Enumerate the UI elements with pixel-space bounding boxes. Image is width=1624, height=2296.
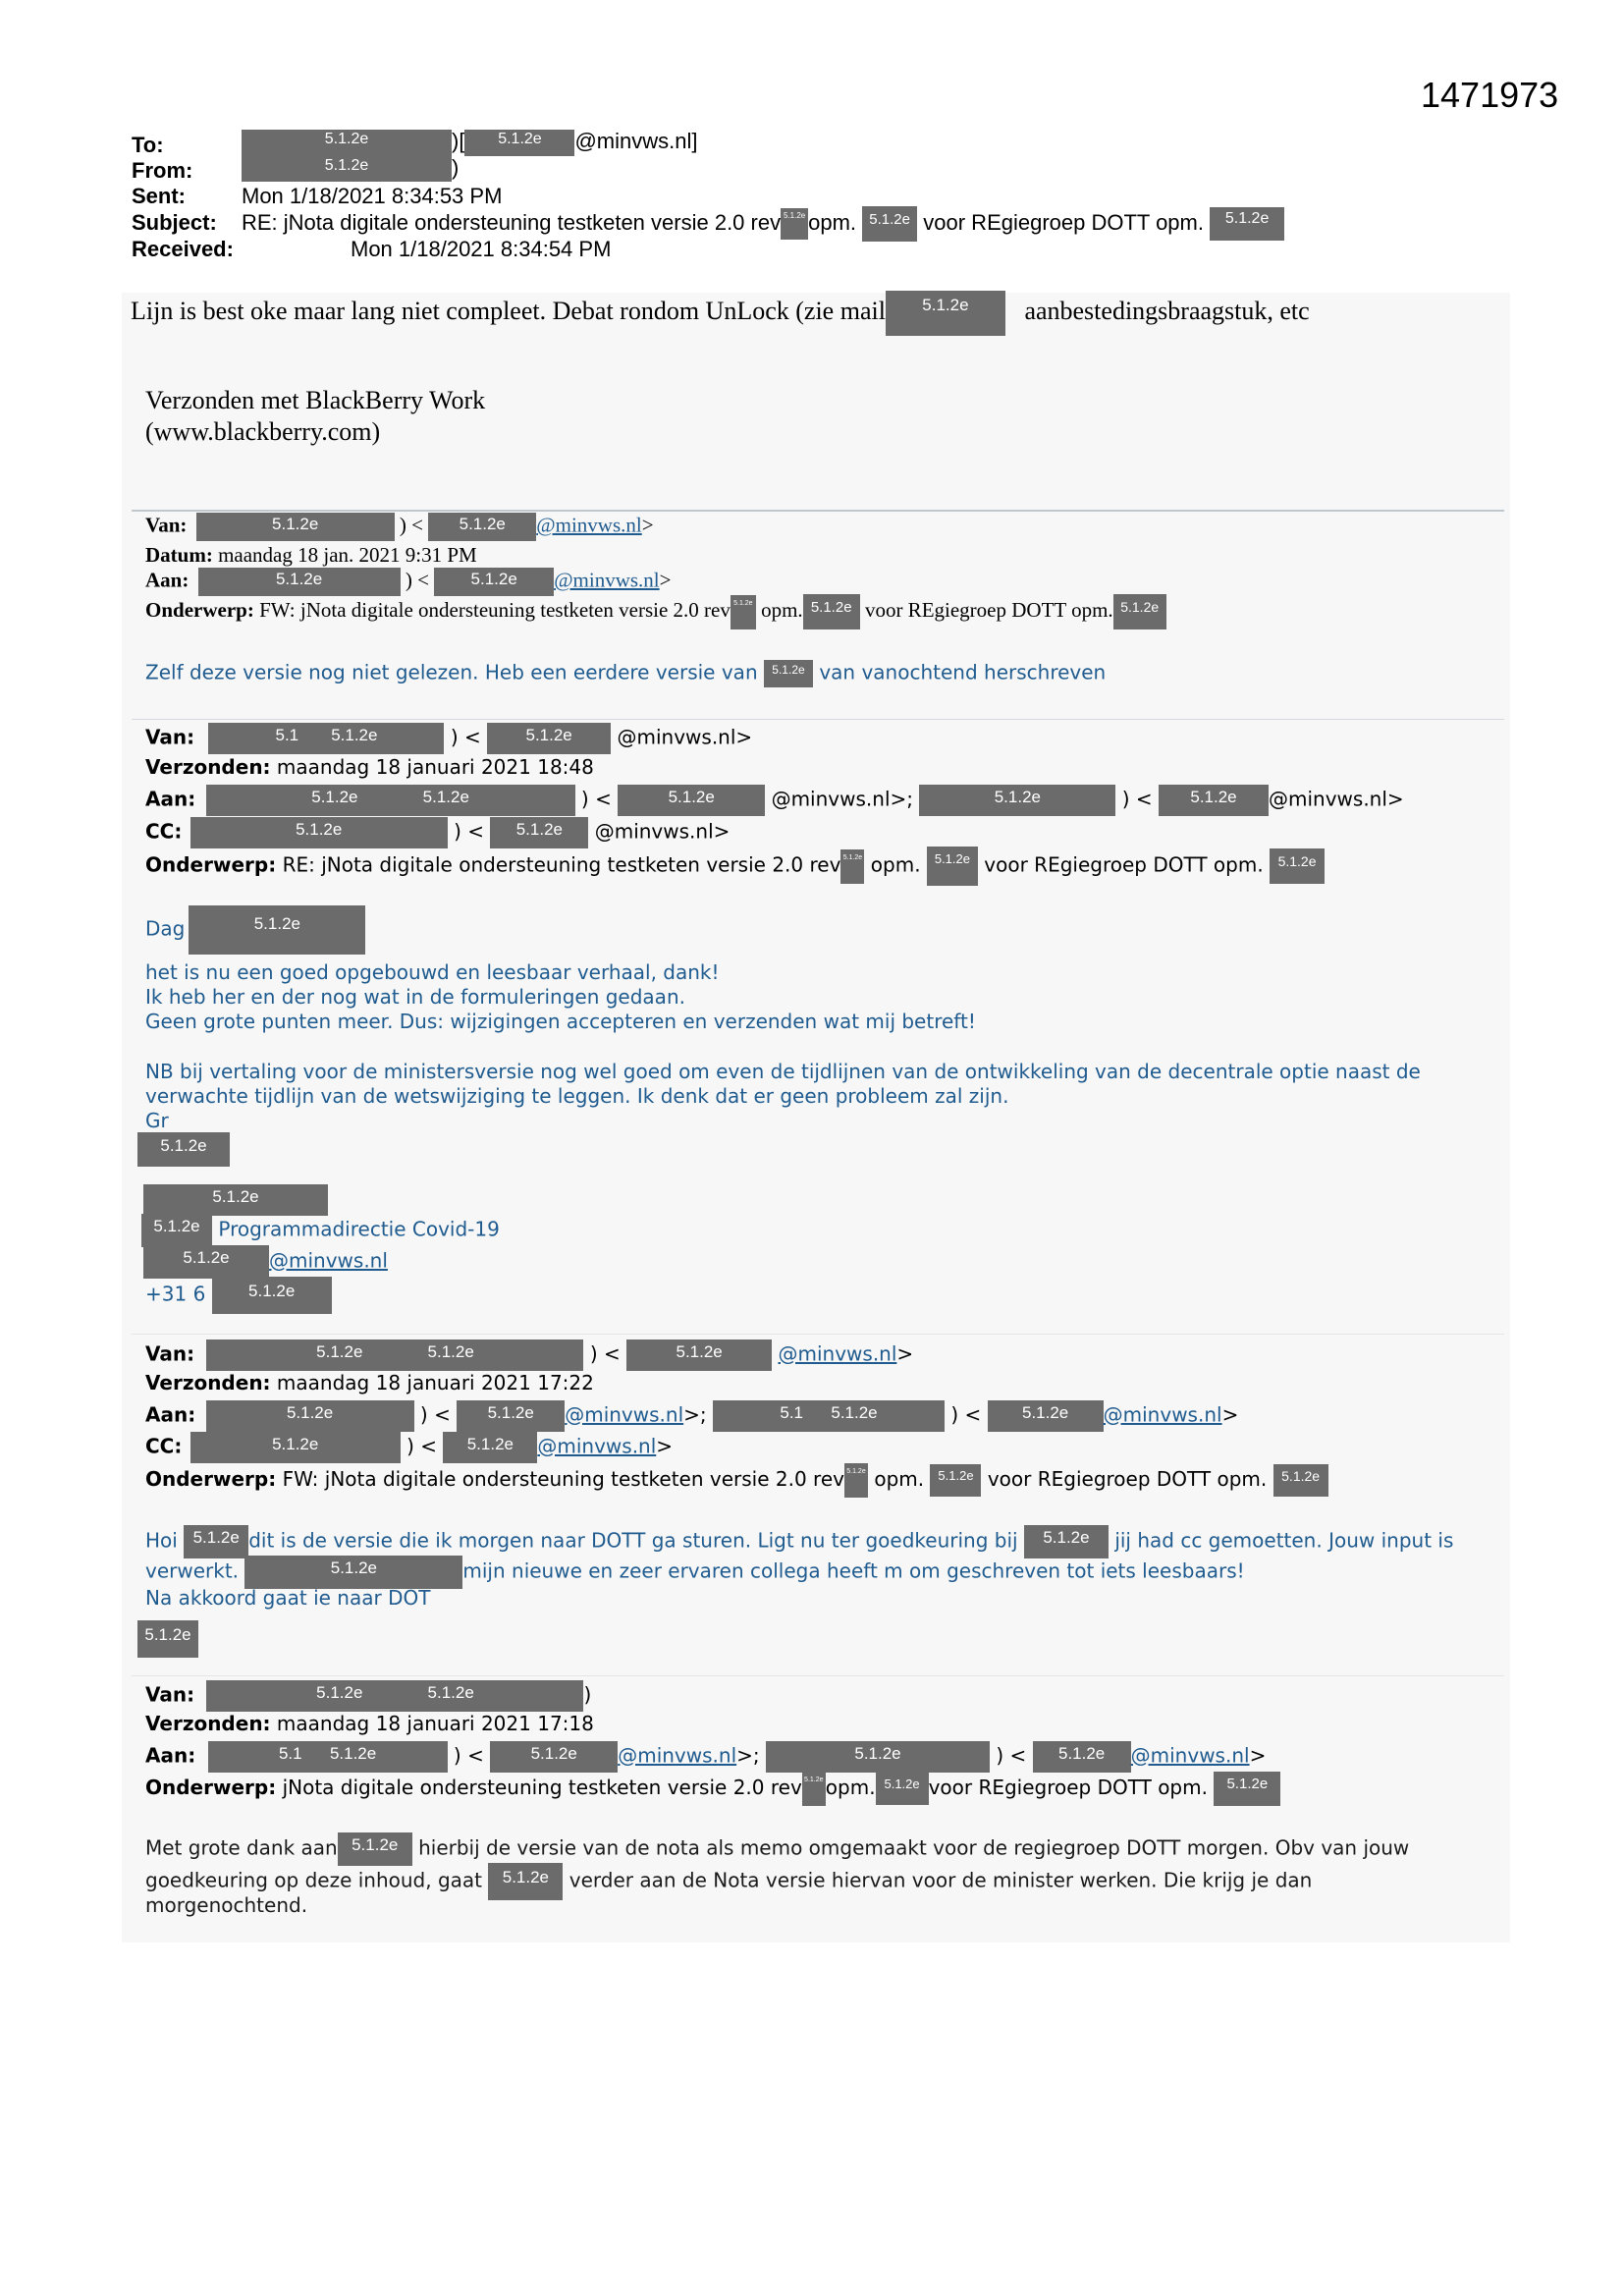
header-to-label: To: xyxy=(132,133,164,157)
msg1-aan: Aan: 5.1.2e ) < 5.1.2e @minvws.nl> xyxy=(145,568,671,596)
redaction: 5.1.2e xyxy=(1273,1464,1328,1497)
msg2-greeting: Dag 5.1.2e xyxy=(145,905,365,955)
redaction: 5.1.2e xyxy=(443,1432,537,1463)
redaction: 5.1.2e xyxy=(919,785,1115,816)
redaction: 5.1.2e xyxy=(184,1525,248,1558)
redaction: 5.1.2e 5.1.2e xyxy=(206,1680,583,1712)
redaction: 5.1.2e xyxy=(242,130,452,156)
msg2-paragraph-5: verwachte tijdlijn van de wetswijziging te leggen. Ik denk dat er geen probleem zal zijn. xyxy=(145,1084,1009,1108)
msg3-line-1: Hoi 5.1.2e dit is de versie die ik morgen naar DOTT ga sturen. Ligt nu ter goedkeuring bij 5.1.2e jij had cc gemoetten. Jouw input is xyxy=(145,1525,1453,1558)
redaction: 5.1.2e xyxy=(198,568,401,596)
redaction: 5.1.2e xyxy=(189,905,365,955)
msg2-paragraph-3: Geen grote punten meer. Dus: wijzigingen accepteren en verzenden wat mij betreft! xyxy=(145,1010,976,1033)
msg4-verzonden: Verzonden: maandag 18 januari 2021 17:18 xyxy=(145,1712,594,1735)
msg2-paragraph-2: Ik heb her en der nog wat in de formuleringen gedaan. xyxy=(145,985,685,1009)
msg3-sender-redaction xyxy=(137,1620,198,1658)
signature-line-2: (www.blackberry.com) xyxy=(145,417,381,446)
separator xyxy=(132,510,1504,512)
signature-line-1: Verzonden met BlackBerry Work xyxy=(145,386,486,414)
redaction: 5.1.2e xyxy=(428,513,536,541)
msg3-aan: Aan: 5.1.2e ) < 5.1.2e @minvws.nl>; 5.1 5.1.2e ) < 5.1.2e @minvws.nl> xyxy=(145,1400,1238,1432)
msg2-paragraph-1: het is nu een goed opgebouwd en leesbaar verhaal, dank! xyxy=(145,960,720,984)
msg2-verzonden: Verzonden: maandag 18 januari 2021 18:48 xyxy=(145,755,594,779)
redaction: 5.1.2e xyxy=(766,1741,990,1773)
msg2-cc: CC: 5.1.2e ) < 5.1.2e @minvws.nl> xyxy=(145,817,730,848)
msg2-sig-name-redaction xyxy=(143,1184,328,1216)
msg2-paragraph-4: NB bij vertaling voor de ministersversie nog wel goed om even de tijdlijnen van de ontwikkeling van de decentrale optie naast de xyxy=(145,1060,1421,1083)
header-subject-value: RE: jNota digitale ondersteuning testketen versie 2.0 rev 5.1.2e opm. 5.1.2e voor REgiegroep DOTT opm. 5.1.2e xyxy=(242,206,1284,242)
msg1-datum: Datum: maandag 18 jan. 2021 9:31 PM xyxy=(145,543,477,567)
msg3-van: Van: 5.1.2e 5.1.2e ) < 5.1.2e @minvws.nl> xyxy=(145,1339,913,1371)
redaction: 5.1.2e xyxy=(338,1832,412,1866)
redaction: 5.1.2e xyxy=(802,1772,826,1806)
msg4-aan: Aan: 5.1 5.1.2e ) < 5.1.2e @minvws.nl>; 5.1.2e ) < 5.1.2e @minvws.nl> xyxy=(145,1741,1266,1773)
redaction: 5.1.2e xyxy=(487,723,611,754)
document-number: 1471973 xyxy=(1421,75,1559,115)
redaction: 5.1.2e xyxy=(490,817,588,848)
email-link[interactable]: @minvws.nl xyxy=(618,1743,737,1768)
msg4-van: Van: 5.1.2e 5.1.2e ) xyxy=(145,1680,591,1712)
redaction: 5.1.2e xyxy=(143,1184,328,1216)
header-to-value: 5.1.2e )[ 5.1.2e @minvws.nl] xyxy=(242,128,697,156)
header-sent-value: Mon 1/18/2021 8:34:53 PM xyxy=(242,184,503,208)
redaction: 5.1.2e xyxy=(927,847,978,886)
msg4-onderwerp: Onderwerp: jNota digitale ondersteuning testketen versie 2.0 rev 5.1.2e opm. 5.1.2e voor REgiegroep DOTT opm. 5.1.2e xyxy=(145,1772,1280,1806)
msg4-line-2: goedkeuring op deze inhoud, gaat 5.1.2e verder aan de Nota versie hiervan voor de minister werken. Die krijg je dan xyxy=(145,1863,1312,1900)
redaction: 5.1.2e xyxy=(618,785,765,816)
msg4-line-1: Met grote dank aan 5.1.2e hierbij de versie van de nota als memo omgemaakt voor de regiegroep DOTT morgen. Obv van jouw xyxy=(145,1832,1409,1866)
redaction: 5.1.2e xyxy=(490,1741,618,1773)
header-subject-label: Subject: xyxy=(132,210,217,235)
redaction: 5.1.2e xyxy=(886,291,1005,336)
header-received-label: Received: xyxy=(132,237,234,261)
separator xyxy=(132,1675,1504,1676)
redaction: 5.1.2e xyxy=(781,208,808,240)
msg2-sig-email xyxy=(143,1245,388,1279)
body-line: Lijn is best oke maar lang niet compleet. Debat rondom UnLock (zie mail 5.1.2e aanbestedingsbraagstuk, etc xyxy=(131,291,1310,336)
redaction: 5.1.2e xyxy=(1033,1741,1131,1773)
email-link[interactable]: @minvws.nl xyxy=(537,1434,657,1458)
msg1-body: Zelf deze versie nog niet gelezen. Heb een eerdere versie van 5.1.2e van vanochtend herschreven xyxy=(145,660,1106,687)
redaction: 5.1.2e xyxy=(1210,207,1284,241)
redaction: 5.1.2e xyxy=(190,817,448,848)
msg2-aan: Aan: 5.1.2e 5.1.2e ) < 5.1.2e @minvws.nl>; 5.1.2e ) < 5.1.2e @minvws.nl> xyxy=(145,785,1404,816)
msg3-line-3: Na akkoord gaat ie naar DOT xyxy=(145,1586,431,1610)
header-from-label: From: xyxy=(132,158,193,183)
msg2-van: Van: 5.1 5.1.2e ) < 5.1.2e @minvws.nl> xyxy=(145,723,752,754)
redaction: 5.1.2e xyxy=(930,1464,981,1497)
redaction: 5.1.2e xyxy=(244,1556,462,1589)
email-link[interactable]: @minvws.nl xyxy=(269,1248,388,1273)
redaction: 5.1.2e 5.1.2e xyxy=(206,785,575,816)
redaction: 5.1.2e xyxy=(840,849,864,884)
header-from-value: 5.1.2e ) xyxy=(242,154,459,182)
redaction: 5.1 5.1.2e xyxy=(713,1400,945,1432)
email-link[interactable]: @minvws.nl xyxy=(554,568,660,592)
redaction: 5.1.2e xyxy=(862,206,917,242)
redaction: 5.1.2e xyxy=(434,568,554,596)
email-link[interactable]: @minvws.nl xyxy=(778,1341,897,1366)
redaction: 5.1.2e xyxy=(464,130,574,156)
redaction: 5.1.2e xyxy=(190,1432,401,1463)
msg1-onderwerp: Onderwerp: FW: jNota digitale ondersteuning testketen versie 2.0 rev 5.1.2e opm. 5.1.2e voor REgiegroep DOTT opm. 5.1.2e xyxy=(145,594,1166,629)
redaction: 5.1.2e xyxy=(844,1463,868,1498)
msg4-line-3: morgenochtend. xyxy=(145,1893,308,1917)
redaction: 5.1.2e xyxy=(803,594,860,629)
msg1-van: Van: 5.1.2e ) < 5.1.2e @minvws.nl> xyxy=(145,513,654,541)
email-link[interactable]: @minvws.nl xyxy=(1103,1402,1222,1427)
email-link[interactable]: @minvws.nl xyxy=(536,513,642,537)
msg2-sender-redaction xyxy=(137,1132,230,1167)
redaction: 5.1.2e xyxy=(731,595,756,629)
redaction: 5.1.2e xyxy=(242,156,452,182)
redaction: 5.1.2e xyxy=(457,1400,565,1432)
redaction: 5.1.2e xyxy=(988,1400,1104,1432)
redaction: 5.1.2e xyxy=(1024,1525,1109,1558)
redaction: 5.1.2e xyxy=(1159,785,1269,816)
redaction: 5.1.2e xyxy=(137,1620,198,1658)
redaction: 5.1 5.1.2e xyxy=(208,1741,448,1773)
msg2-gr: Gr xyxy=(145,1109,169,1132)
redaction: 5.1.2e xyxy=(488,1863,563,1900)
msg2-sig-dept: 5.1.2e Programmadirectie Covid-19 xyxy=(141,1214,500,1247)
msg3-onderwerp: Onderwerp: FW: jNota digitale ondersteuning testketen versie 2.0 rev 5.1.2e opm. 5.1.2e voor REgiegroep DOTT opm. 5.1.2e xyxy=(145,1463,1328,1498)
msg3-line-2: verwerkt. 5.1.2e mijn nieuwe en zeer ervaren collega heeft m om geschreven tot iets leesbaars! xyxy=(145,1556,1245,1589)
msg2-onderwerp: Onderwerp: RE: jNota digitale ondersteuning testketen versie 2.0 rev 5.1.2e opm. 5.1.2e voor REgiegroep DOTT opm. 5.1.2e xyxy=(145,847,1325,886)
redaction: 5.1.2e xyxy=(626,1339,772,1371)
redaction: 5.1.2e xyxy=(206,1400,414,1432)
separator xyxy=(132,719,1504,720)
header-sent-label: Sent: xyxy=(132,184,186,208)
redaction: 5.1 5.1.2e xyxy=(208,723,444,754)
redaction: 5.1.2e xyxy=(143,1245,269,1279)
redaction: 5.1.2e xyxy=(141,1214,212,1247)
redaction: 5.1.2e xyxy=(196,513,395,541)
msg3-cc: CC: 5.1.2e ) < 5.1.2e @minvws.nl> xyxy=(145,1432,673,1463)
redaction: 5.1.2e xyxy=(1214,1772,1280,1806)
msg3-verzonden: Verzonden: maandag 18 januari 2021 17:22 xyxy=(145,1371,594,1394)
redaction: 5.1.2e xyxy=(137,1132,230,1167)
redaction: 5.1.2e xyxy=(1270,848,1325,884)
redaction: 5.1.2e xyxy=(1113,594,1166,629)
email-link[interactable]: @minvws.nl xyxy=(565,1402,684,1427)
redaction: 5.1.2e xyxy=(212,1277,332,1314)
msg2-sig-phone: +31 6 5.1.2e xyxy=(145,1277,332,1314)
redaction: 5.1.2e xyxy=(876,1773,929,1805)
email-link[interactable]: @minvws.nl xyxy=(1130,1743,1250,1768)
redaction: 5.1.2e 5.1.2e xyxy=(206,1339,583,1371)
separator xyxy=(132,1334,1504,1335)
redaction: 5.1.2e xyxy=(764,660,813,687)
header-received-value: Mon 1/18/2021 8:34:54 PM xyxy=(351,237,612,261)
